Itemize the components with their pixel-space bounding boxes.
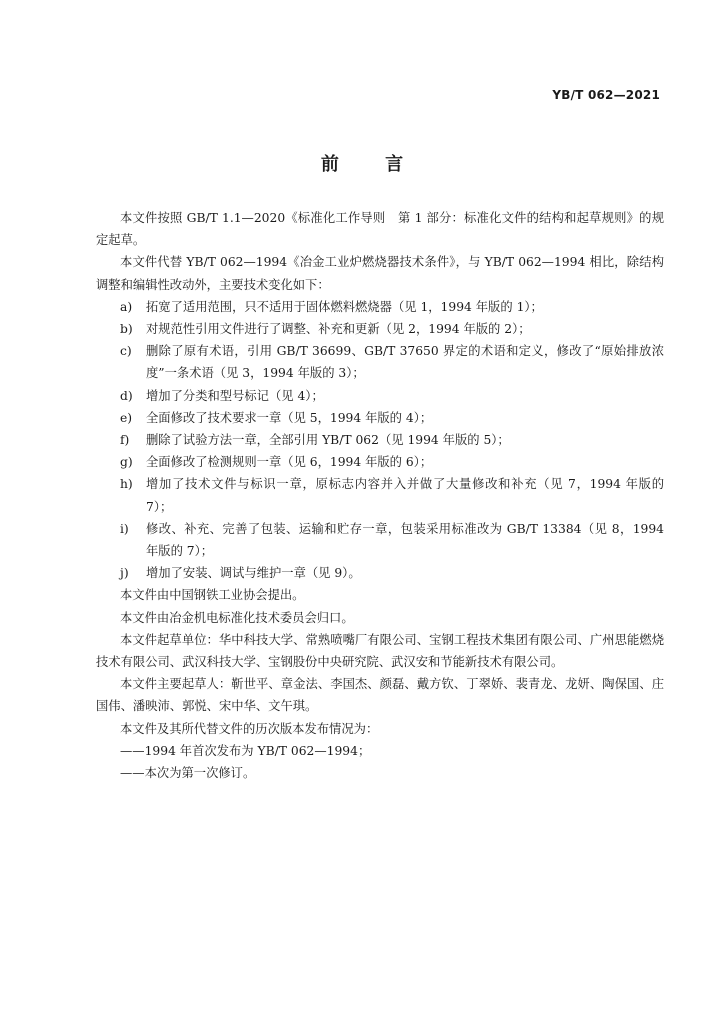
list-item-text: 对规范性引用文件进行了调整、补充和更新（见 2，1994 年版的 2）； (146, 322, 531, 337)
list-item (96, 340, 664, 384)
paragraph-drafting-units: 本文件起草单位：华中科技大学、常熟喷嘴厂有限公司、宝钢工程技术集团有限公司、广州思能燃烧技术有限公司、武汉科技大学、宝钢股份中央研究院、武汉安和节能新技术有限公司。 (96, 632, 664, 670)
list-item-label: c) (120, 344, 132, 359)
list-item-text: 全面修改了技术要求一章（见 5，1994 年版的 4）； (146, 410, 433, 425)
list-item (96, 518, 664, 562)
paragraph-drafters: 本文件主要起草人：靳世平、章金法、李国杰、颜磊、戴方钦、丁翠娇、裴青龙、龙妍、陶保国、庄国伟、潘映沛、郭悦、宋中华、文午琪。 (96, 677, 664, 714)
list-item (96, 473, 664, 517)
paragraph-history-intro: 本文件及其所代替文件的历次版本发布情况为： (120, 721, 379, 736)
list-item-label: e) (120, 410, 133, 425)
page-title: 前 言 (320, 154, 424, 175)
list-item-text: 全面修改了检测规则一章（见 6，1994 年版的 6）； (146, 455, 433, 470)
paragraph-proposer: 本文件由中国钢铁工业协会提出。 (120, 588, 305, 603)
list-item-label: a) (120, 299, 133, 314)
paragraph-replacement: 本文件代替 YB/T 062—1994《冶金工业炉燃烧器技术条件》，与 YB/T 062—1994 相比，除结构调整和编辑性改动外，主要技术变化如下： (96, 255, 664, 292)
list-item (96, 562, 664, 584)
list-item-label: d) (120, 388, 133, 403)
list-item-text: 修改、补充、完善了包装、运输和贮存一章，包装采用标准改为 GB/T 13384（见 8，1994 年版的 7）； (146, 521, 664, 559)
list-item-text: 删除了原有术语，引用 GB/T 36699、GB/T 37650 界定的术语和定义，修改了“原始排放浓度”一条术语（见 3，1994 年版的 3）； (146, 344, 664, 381)
foreword-body (96, 207, 664, 784)
list-item-label: j) (120, 566, 129, 581)
list-item-text: 拓宽了适用范围，只不适用于固体燃料燃烧器（见 1，1994 年版的 1）； (146, 299, 543, 314)
paragraph-committee: 本文件由冶金机电标准化技术委员会归口。 (120, 610, 354, 625)
list-item-label: b) (120, 322, 133, 337)
list-item (96, 407, 664, 429)
history-item: ——本次为第一次修订。 (120, 766, 256, 781)
list-item (96, 385, 664, 407)
list-item-text: 增加了分类和型号标记（见 4）； (146, 388, 324, 403)
history-item: ——1994 年首次发布为 YB/T 062—1994； (120, 743, 371, 758)
list-item-text: 删除了试验方法一章，全部引用 YB/T 062（见 1994 年版的 5）； (146, 433, 510, 448)
list-item (96, 451, 664, 473)
list-item-text: 增加了安装、调试与维护一章（见 9）。 (146, 566, 361, 581)
list-item (96, 429, 664, 451)
list-item-label: g) (120, 455, 133, 470)
paragraph-drafting-rules: 本文件按照 GB/T 1.1—2020《标准化工作导则 第 1 部分：标准化文件的结构和起草规则》的规定起草。 (96, 211, 664, 248)
list-item (96, 318, 664, 340)
list-item (96, 296, 664, 318)
standard-code: YB/T 062—2021 (552, 88, 660, 102)
changes-list (96, 296, 664, 585)
list-item-label: f) (120, 433, 130, 448)
list-item-label: h) (120, 477, 133, 492)
list-item-text: 增加了技术文件与标识一章，原标志内容并入并做了大量修改和补充（见 7，1994 年版的 7）； (146, 477, 664, 514)
list-item-label: i) (120, 521, 129, 536)
